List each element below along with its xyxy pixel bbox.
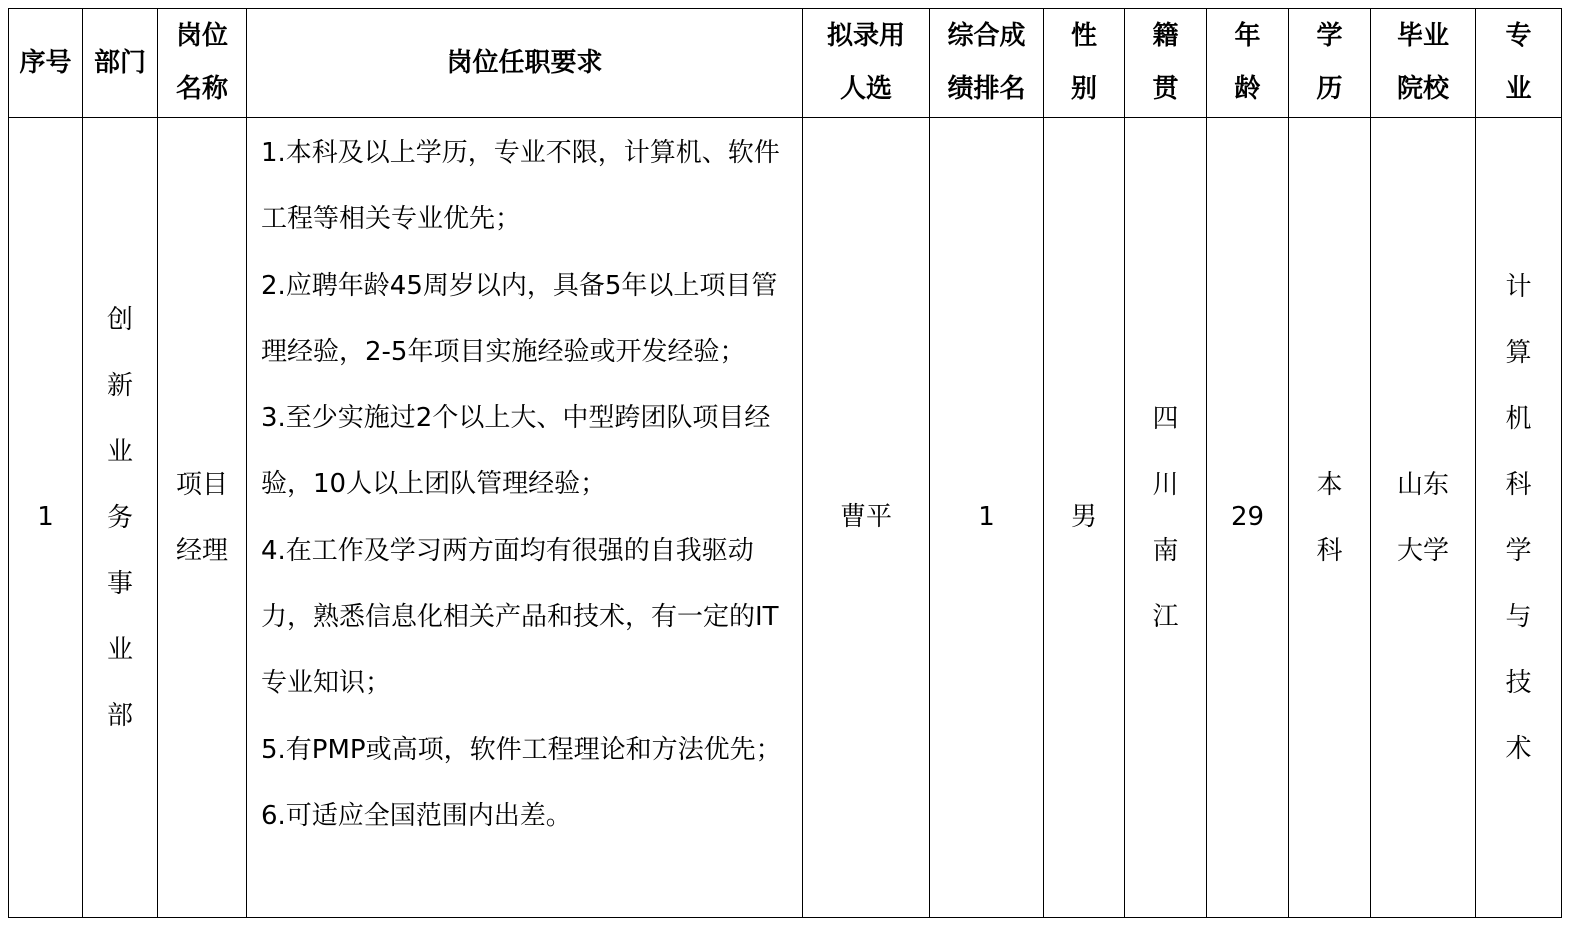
header-requirements xyxy=(247,9,803,118)
native-place-value: 四川南江 xyxy=(1152,403,1179,632)
cell-requirements xyxy=(247,118,803,918)
requirement-item-3: 3.至少实施过2个以上大、中型跨团队项目经验，10人以上团队管理经验； xyxy=(261,403,771,500)
requirement-item-6: 6.可适应全国范围内出差。 xyxy=(261,800,572,831)
header-row xyxy=(9,9,1562,118)
cell-candidate xyxy=(803,118,930,918)
school-value: 山东大学 xyxy=(1396,469,1449,566)
cell-school xyxy=(1371,118,1476,918)
header-dept-label: 部门 xyxy=(93,47,146,78)
header-education-label: 学历 xyxy=(1316,21,1343,104)
header-dept xyxy=(83,9,158,118)
header-gender-label: 性别 xyxy=(1070,21,1097,104)
cell-native-place xyxy=(1125,118,1207,918)
header-rank-label: 综合成绩排名 xyxy=(947,21,1026,104)
header-major-label: 专业 xyxy=(1505,21,1532,104)
header-seq-label: 序号 xyxy=(19,47,72,78)
header-education xyxy=(1289,9,1371,118)
header-age-label: 年龄 xyxy=(1234,21,1261,104)
requirement-item-4: 4.在工作及学习两方面均有很强的自我驱动力，熟悉信息化相关产品和技术，有一定的IT专业知识； xyxy=(261,535,779,699)
cell-dept xyxy=(83,118,158,918)
header-school xyxy=(1371,9,1476,118)
major-value: 计算机科学与技术 xyxy=(1505,271,1532,764)
header-rank xyxy=(930,9,1044,118)
cell-major xyxy=(1476,118,1562,918)
cell-education xyxy=(1289,118,1371,918)
education-value: 本科 xyxy=(1316,469,1343,566)
cell-gender xyxy=(1044,118,1125,918)
header-age xyxy=(1207,9,1289,118)
header-candidate xyxy=(803,9,930,118)
header-native-place-label: 籍贯 xyxy=(1152,21,1179,104)
header-native-place xyxy=(1125,9,1207,118)
cell-position xyxy=(158,118,247,918)
recruitment-table xyxy=(8,8,1562,918)
cell-age xyxy=(1207,118,1289,918)
table-row xyxy=(9,118,1562,918)
requirement-item-1: 1.本科及以上学历，专业不限，计算机、软件工程等相关专业优先； xyxy=(261,138,780,235)
header-position xyxy=(158,9,247,118)
header-seq xyxy=(9,9,83,118)
dept-value: 创新业务事业部 xyxy=(106,304,133,731)
cell-rank xyxy=(930,118,1044,918)
rank-value: 1 xyxy=(978,501,995,532)
age-value: 29 xyxy=(1230,501,1265,532)
header-gender xyxy=(1044,9,1125,118)
gender-value: 男 xyxy=(1070,501,1097,532)
position-value: 项目经理 xyxy=(175,469,228,566)
header-requirements-label: 岗位任职要求 xyxy=(446,47,603,78)
cell-seq xyxy=(9,118,83,918)
candidate-value: 曹平 xyxy=(839,501,892,532)
header-school-label: 毕业院校 xyxy=(1396,21,1449,104)
requirement-item-2: 2.应聘年龄45周岁以内，具备5年以上项目管理经验，2-5年项目实施经验或开发经验； xyxy=(261,270,778,367)
header-position-label: 岗位名称 xyxy=(175,21,228,104)
header-major xyxy=(1476,9,1562,118)
header-candidate-label: 拟录用人选 xyxy=(826,21,905,104)
seq-value: 1 xyxy=(37,501,54,532)
requirement-item-5: 5.有PMP或高项，软件工程理论和方法优先； xyxy=(261,734,782,765)
